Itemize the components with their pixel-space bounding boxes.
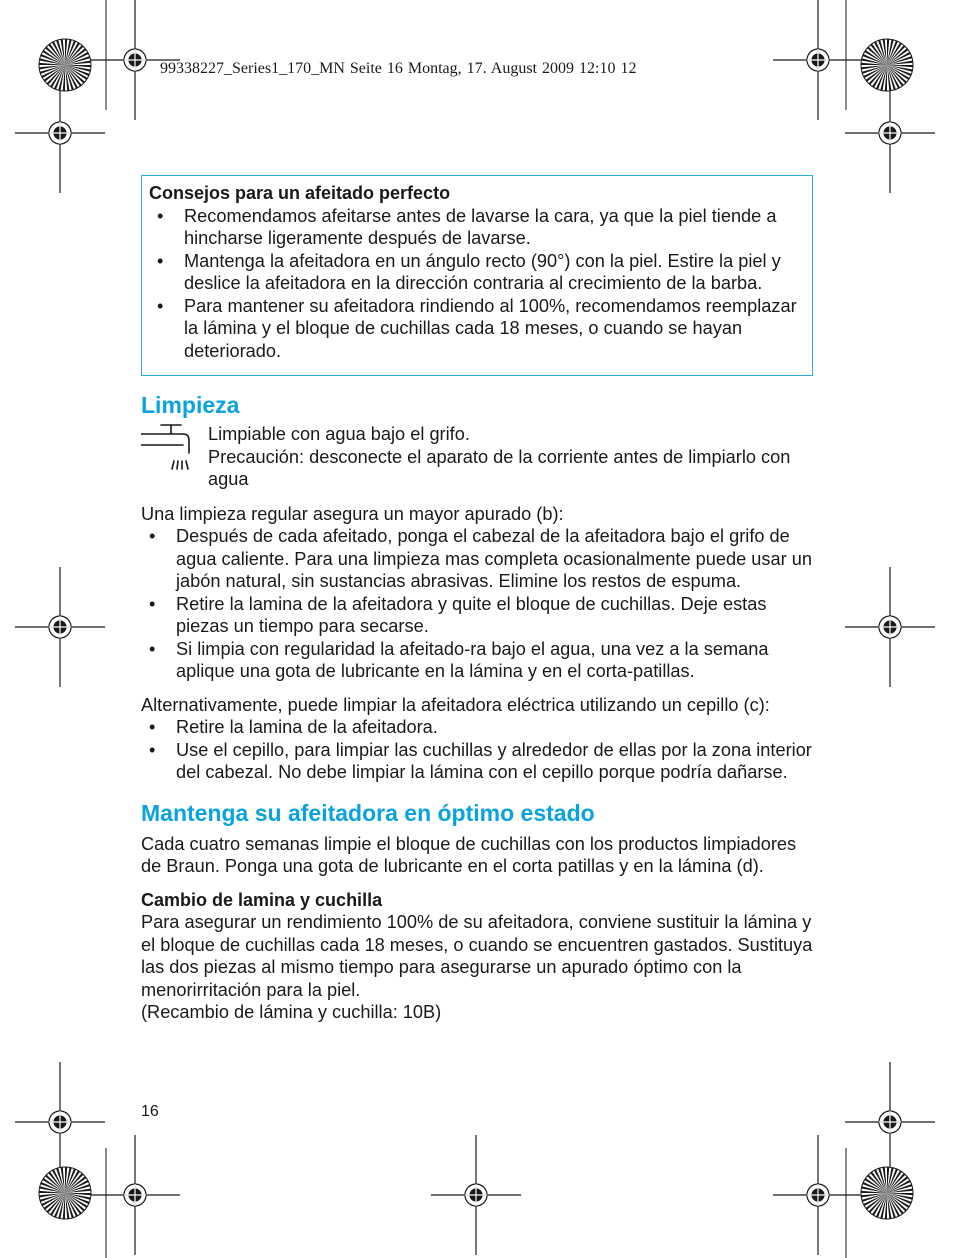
replacement-text: Para asegurar un rendimiento 100% de su afeitadora, conviene sustituir la lámina y el bloque de cuchillas cada 18 meses, o cuando se encuentren gastados. Sustituya las dos piezas al mismo tiempo para asegurarse un apurado óptimo con la menorirritación para la piel. — [141, 912, 813, 1000]
list-item: • Después de cada afeitado, ponga el cabezal de la afeitadora bajo el grifo de agua caliente. Para una limpieza mas completa ocasionalmente puede usar un jabón natural, sin sustancias abrasivas. Elimine los restos de espuma. — [141, 525, 813, 593]
registration-mark — [15, 567, 105, 687]
tips-box — [141, 175, 813, 376]
cleaning-heading: Limpieza — [141, 392, 240, 418]
alternative-intro: Alternativamente, puede limpiar la afeitadora eléctrica utilizando un cepillo (c): — [141, 694, 770, 715]
faucet-note — [141, 423, 813, 491]
page-content — [141, 175, 813, 1024]
page-number: 16 — [141, 1103, 159, 1120]
registration-mark — [845, 567, 935, 687]
faucet-icon — [141, 423, 208, 491]
registration-mark — [431, 1135, 521, 1255]
registration-mark — [773, 0, 863, 120]
list-item: • Use el cepillo, para limpiar las cuchillas y alrededor de ellas por la zona interior del cabezal. No debe limpiar la lámina con el cepillo porque podría dañarse. — [141, 739, 813, 784]
tips-list — [149, 205, 806, 363]
replacement-part: (Recambio de lámina y cuchilla: 10B) — [141, 1002, 442, 1022]
list-item: • Para mantener su afeitadora rindiendo al 100%, recomendamos reemplazar la lámina y el bloque de cuchillas cada 18 meses, o cuando se hayan deteriorado. — [149, 295, 806, 363]
registration-mark — [90, 1135, 180, 1255]
replacement-heading: Cambio de lamina y cuchilla — [141, 889, 383, 910]
maintenance-section — [141, 799, 813, 1024]
alternative-list — [141, 716, 813, 784]
caution-line: Precaución: desconecte el aparato de la corriente antes de limpiarlo con agua — [208, 446, 791, 489]
list-item: • Retire la lamina de la afeitadora. — [141, 716, 813, 739]
faucet-text — [208, 423, 813, 491]
registration-mark — [15, 1062, 105, 1182]
list-item: • Si limpia con regularidad la afeitado-ra bajo el agua, una vez a la semana aplique una gota de lubricante en la lámina y en el corta-patillas. — [141, 638, 813, 683]
maintenance-text: Cada cuatro semanas limpie el bloque de cuchillas con los productos limpiadores de Braun. Ponga una gota de lubricante en el corta patillas y en la lámina (d). — [141, 833, 797, 876]
color-target-mark — [39, 39, 91, 91]
list-item: • Recomendamos afeitarse antes de lavarse la cara, ya que la piel tiende a hincharse ligeramente después de lavarse. — [149, 205, 806, 250]
registration-mark — [773, 1135, 863, 1255]
faucet-line: Limpiable con agua bajo el grifo. — [208, 424, 470, 444]
color-target-mark — [861, 1167, 913, 1219]
cleaning-intro: Una limpieza regular asegura un mayor apurado (b): — [141, 503, 564, 524]
tips-title: Consejos para un afeitado perfecto — [149, 183, 451, 203]
registration-mark — [845, 1062, 935, 1182]
color-target-mark — [861, 39, 913, 91]
list-item: • Retire la lamina de la afeitadora y quite el bloque de cuchillas. Deje estas piezas un tiempo para secarse. — [141, 593, 813, 638]
maintenance-heading: Mantenga su afeitadora en óptimo estado — [141, 799, 595, 826]
list-item: • Mantenga la afeitadora en un ángulo recto (90°) con la piel. Estire la piel y deslice la afeitadora en la dirección contraria al crecimiento de la barba. — [149, 250, 806, 295]
print-header-line: 99338227_Series1_170_MN Seite 16 Montag, 17. August 2009 12:10 12 — [160, 60, 637, 77]
cleaning-list — [141, 525, 813, 683]
color-target-mark — [39, 1167, 91, 1219]
